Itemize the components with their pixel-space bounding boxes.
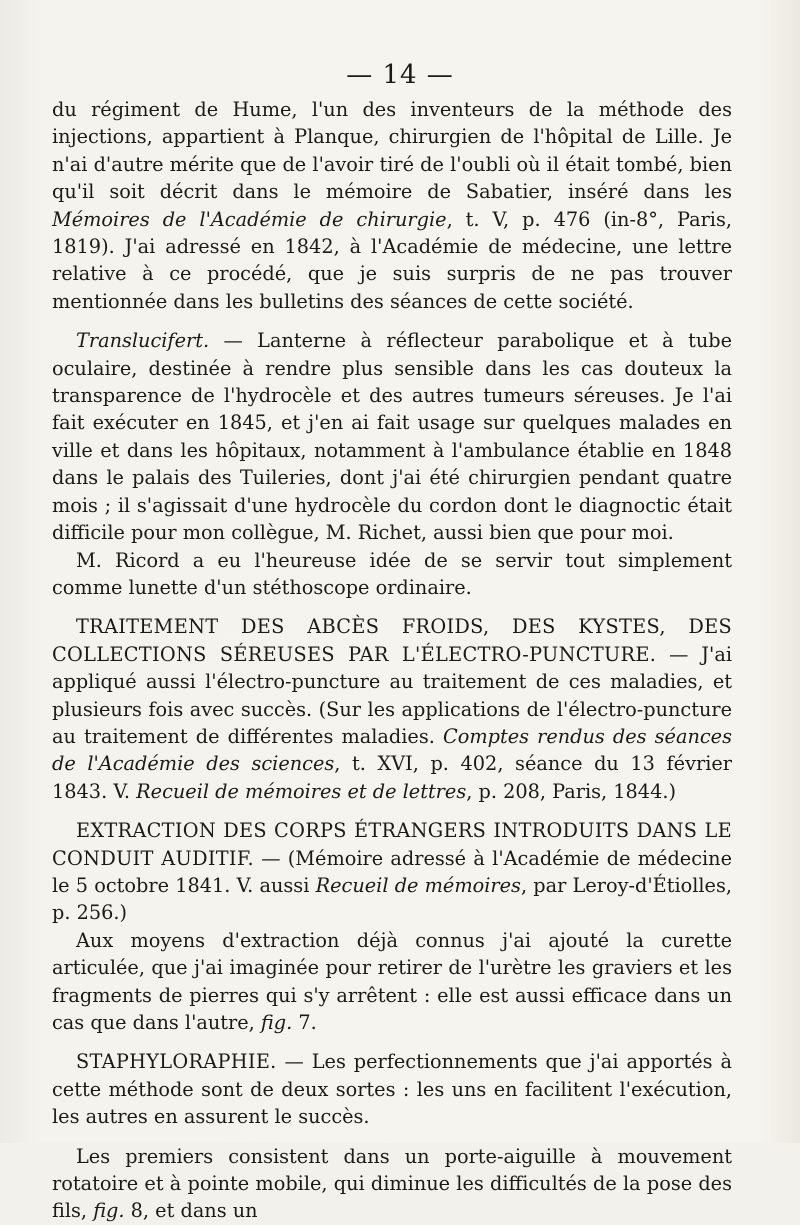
page-body <box>52 96 732 1225</box>
text-run: , p. 208, Paris, 1844.) <box>466 779 676 803</box>
text-run: — Les perfectionnements que j'ai apportés à cette méthode sont de deux sortes : les uns en facilitent l'exécution, les autres en assurent le succès. <box>52 1050 732 1129</box>
text-run: — Lanterne à réflecteur parabolique et à tube oculaire, destinée à rendre plus sensible dans les cas douteux la transparence de l'hydrocèle et des autres tumeurs séreuses. Je l'ai fait exécuter en 1845, et j'en ai fait usage sur quelques malades en ville et dans les hôpitaux, notamment à l'ambulance établie en 1848 dans le palais des Tuileries, dont j'ai été chirurgien pendant quatre mois ; il s'agissait d'une hydrocèle du cordon dont le diagnoctic était difficile pour mon collègue, M. Richet, aussi bien que pour moi. <box>52 329 732 545</box>
section-heading: TRAITEMENT DES ABCÈS FROIDS, DES KYSTES, DES COLLECTIONS SÉREUSES PAR L'ÉLECTRO-PUNCTURE. <box>52 615 732 666</box>
italic-title: Recueil de mémoires et de lettres <box>136 779 467 803</box>
paragraph-translucifert <box>52 327 732 546</box>
italic-title: Mémoires de l'Académie de chirurgie <box>52 207 447 231</box>
text-run: , t. XVI, p. 402, séance du 13 février 1843. V. <box>52 752 732 803</box>
paragraph-hume-injections <box>52 96 732 315</box>
paragraph-electro-puncture <box>52 613 732 805</box>
paragraph-porte-aiguille <box>52 1143 732 1225</box>
text-run: M. Ricord a eu l'heureuse idée de se servir tout simplement comme lunette d'un stéthoscope ordinaire. <box>52 548 732 599</box>
paragraph-staphyloraphie <box>52 1048 732 1130</box>
section-heading: EXTRACTION DES CORPS ÉTRANGERS INTRODUITS DANS LE CONDUIT AUDITIF. <box>52 819 732 870</box>
italic-term: Translucifert. <box>76 329 210 353</box>
figure-reference: fig. <box>260 1011 293 1034</box>
text-run: du régiment de Hume, l'un des inventeurs de la méthode des injections, appartient à Planque, chirurgien de l'hôpital de Lille. Je n'ai d'autre mérite que de l'avoir tiré de l'oubli où il était tombé, bien qu'il soit décrit dans le mémoire de Sabatier, inséré dans les <box>52 98 732 204</box>
paragraph-extraction <box>52 817 732 927</box>
text-run: Aux moyens d'extraction déjà connus j'ai ajouté la curette articulée, que j'ai imaginée pour retirer de l'urètre les graviers et les fragments de pierres qui s'y arrêtent : elle est aussi efficace dans un cas que dans l'autre, <box>52 928 732 1034</box>
text-run: 8, et dans un <box>124 1199 258 1223</box>
paragraph-curette <box>52 927 732 1037</box>
page-number: — 14 — <box>346 60 454 90</box>
text-run: 7. <box>292 1011 317 1034</box>
text-run: , t. V, p. 476 (in-8°, Paris, 1819). J'ai adressé en 1842, à l'Académie de médecine, une lettre relative à ce procédé, que je suis surpris de ne pas trouver mentionnée dans les bulletins des séances de cette société. <box>52 207 732 313</box>
paragraph-ricord <box>52 547 732 602</box>
text-run: — J'ai appliqué aussi l'électro-puncture au traitement de ces maladies, et plusieurs fois avec succès. (Sur les applications de l'électro-puncture au traitement de différentes maladies. <box>52 642 733 748</box>
figure-reference: fig. <box>93 1199 125 1223</box>
section-heading: STAPHYLORAPHIE. <box>76 1050 277 1074</box>
text-run: , par Leroy-d'Étiolles, p. 256.) <box>52 873 732 925</box>
text-run: — (Mémoire adressé à l'Académie de médecine le 5 octobre 1841. V. aussi <box>52 846 733 897</box>
italic-title: Comptes rendus des séances de l'Académie des sciences <box>52 724 732 776</box>
italic-title: Recueil de mémoires <box>315 873 521 897</box>
text-run: Les premiers consistent dans un porte-aiguille à mouvement rotatoire et à pointe mobile, qui diminue les difficultés de la pose des fils, <box>52 1144 732 1223</box>
